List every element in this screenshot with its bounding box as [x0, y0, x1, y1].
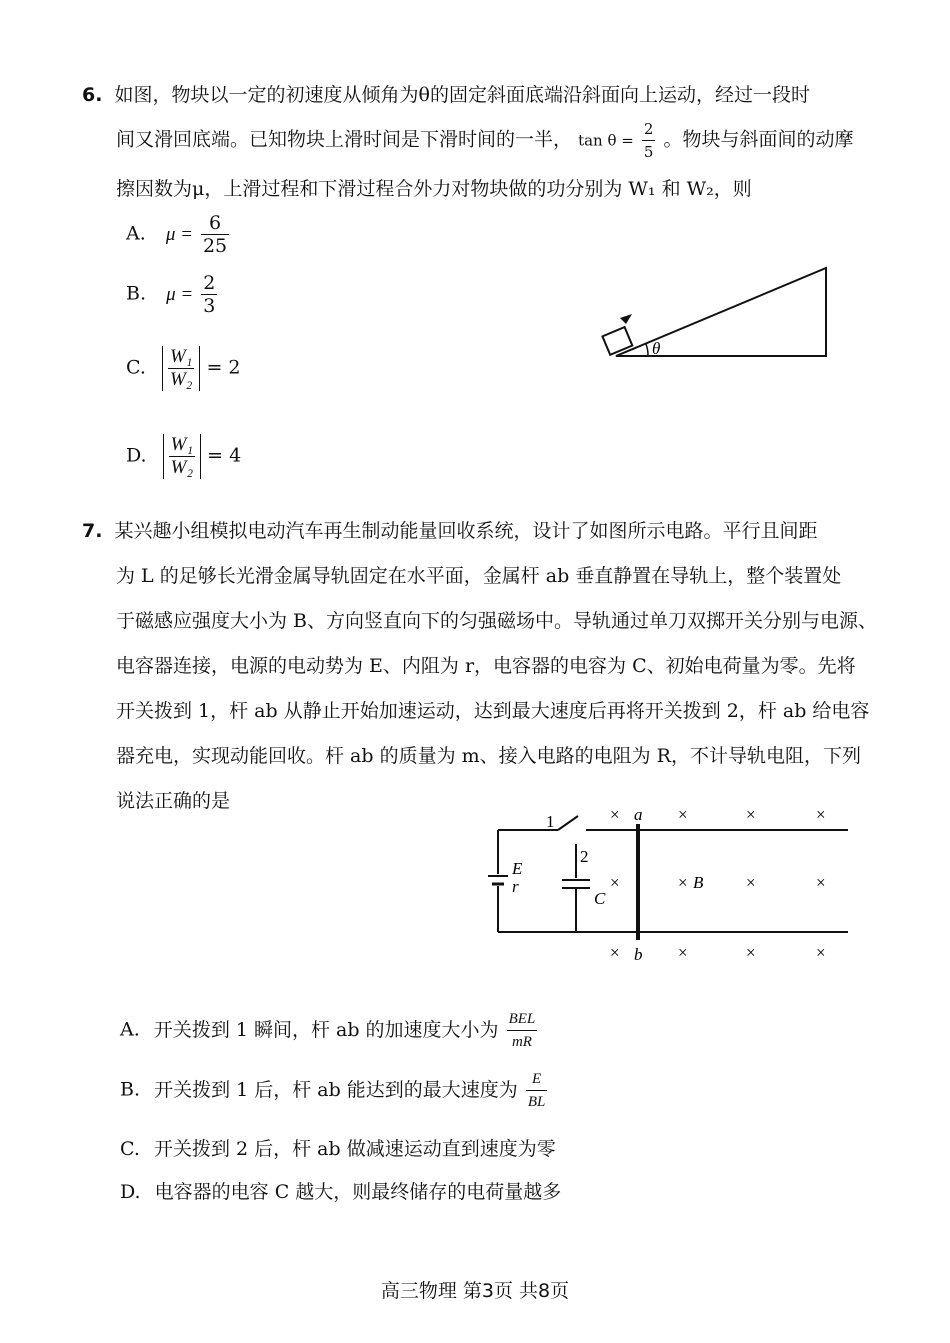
option-label: A.	[120, 1018, 140, 1041]
field-cross-icon: ×	[610, 873, 620, 892]
incline-triangle	[616, 268, 826, 356]
switch-terminal-1: 1	[546, 812, 555, 831]
field-cross-icon: ×	[678, 873, 688, 892]
field-cross-icon: ×	[816, 943, 826, 962]
option-label: B.	[126, 282, 147, 305]
switch-blade	[558, 816, 578, 830]
q7-line6	[116, 741, 861, 768]
q7-text-line: 于磁感应强度大小为 B、方向竖直向下的匀强磁场中。导轨通过单刀双掷开关分别与电源、	[116, 610, 878, 632]
q7-option-a	[120, 1008, 539, 1053]
abs-value	[162, 346, 200, 391]
rod-label-a: a	[634, 805, 643, 824]
option-text: 开关拨到 1 后，杆 ab 能达到的最大速度为	[154, 1078, 518, 1101]
q7-line5	[116, 696, 869, 723]
q7-text-line: 电容器连接，电源的电动势为 E、内阻为 r，电容器的电容为 C、初始电荷量为零。先将	[116, 655, 856, 677]
q7-line1	[82, 516, 818, 543]
fraction-num: 6	[201, 212, 229, 235]
q6-option-b	[126, 272, 219, 317]
q7-text-line: 说法正确的是	[116, 790, 231, 812]
option-fraction	[507, 1008, 538, 1053]
option-fraction	[201, 272, 217, 317]
option-label: A.	[126, 222, 146, 245]
q6-tan-num: 2	[642, 118, 656, 141]
field-cross-icon: ×	[746, 873, 756, 892]
abs-value	[163, 434, 201, 479]
page-footer: 高三物理 第3页 共8页	[380, 1280, 570, 1302]
angle-arc	[646, 344, 648, 356]
q7-text-line: 器充电，实现动能回收。杆 ab 的质量为 m、接入电路的电阻为 R，不计导轨电阻，下列	[116, 745, 861, 767]
option-label: D.	[126, 444, 147, 467]
q6-option-a	[126, 212, 231, 257]
q7-option-d	[120, 1177, 561, 1204]
q7-line2	[116, 561, 841, 588]
q7-number: 7.	[82, 520, 103, 542]
field-cross-icon: ×	[816, 873, 826, 892]
field-cross-icon: ×	[746, 805, 756, 824]
q6-text-line1: 如图，物块以一定的初速度从倾角为θ的固定斜面底端沿斜面向上运动，经过一段时	[114, 84, 810, 106]
fraction-num: E	[526, 1068, 548, 1091]
option-label: B.	[120, 1078, 141, 1101]
fraction-den: 3	[203, 295, 216, 317]
q6-option-d	[126, 434, 241, 479]
field-cross-icon: ×	[678, 805, 688, 824]
field-label: B	[693, 873, 704, 892]
option-fraction	[169, 434, 195, 479]
q6-tan-expr: tan θ =	[578, 131, 634, 150]
option-label: D.	[120, 1181, 141, 1203]
option-text: 开关拨到 2 后，杆 ab 做减速运动直到速度为零	[153, 1138, 556, 1160]
q6-text-line2a: 间又滑回底端。已知物块上滑时间是下滑时间的一半，	[116, 128, 573, 151]
q7-text-line: 开关拨到 1，杆 ab 从静止开始加速运动，达到最大速度后再将开关拨到 2，杆 ab 给电容	[116, 700, 870, 722]
q6-line2	[116, 118, 854, 163]
fraction-den: BL	[527, 1094, 546, 1110]
option-label: C.	[126, 356, 146, 379]
fraction-den: W₂	[170, 457, 194, 478]
q7-text-line: 某兴趣小组模拟电动汽车再生制动能量回收系统，设计了如图所示电路。平行且间距	[114, 520, 818, 542]
field-cross-icon: ×	[610, 805, 620, 824]
q6-number: 6.	[82, 84, 103, 106]
field-cross-icon: ×	[678, 943, 688, 962]
angle-label: θ	[652, 339, 661, 358]
option-text: 开关拨到 1 瞬间，杆 ab 的加速度大小为	[153, 1018, 499, 1041]
q6-text-line2b: 。物块与斜面间的动摩	[663, 128, 854, 151]
q6-option-c	[126, 346, 241, 391]
fraction-num: W₁	[170, 434, 194, 455]
q7-line7	[116, 786, 230, 813]
option-rhs: = 4	[207, 444, 242, 467]
rod-label-b: b	[634, 945, 643, 964]
fraction-num: W₁	[169, 346, 193, 367]
fraction-den: 25	[202, 235, 228, 257]
option-lhs: μ =	[165, 223, 193, 245]
q7-text-line: 为 L 的足够长光滑金属导轨固定在水平面，金属杆 ab 垂直静置在导轨上，整个装置处	[116, 565, 842, 587]
fraction-num: BEL	[507, 1008, 538, 1031]
emf-label: E	[512, 859, 523, 878]
q7-option-c	[120, 1134, 556, 1161]
resistance-label: r	[512, 877, 519, 896]
option-text: 电容器的电容 C 越大，则最终储存的电荷量越多	[154, 1181, 562, 1203]
fraction-den: mR	[511, 1034, 532, 1050]
option-rhs: = 2	[206, 356, 241, 379]
q6-line3	[116, 174, 752, 201]
capacitor-label: C	[594, 889, 606, 908]
q6-text-line3: 擦因数为μ，上滑过程和下滑过程合外力对物块做的功分别为 W₁ 和 W₂，则	[116, 178, 752, 200]
q6-tan-den: 5	[643, 143, 654, 161]
q7-line4	[116, 651, 856, 678]
field-cross-icon: ×	[610, 943, 620, 962]
circuit-figure	[486, 800, 856, 970]
incline-figure	[596, 262, 836, 362]
option-lhs: μ =	[166, 283, 194, 305]
fraction-den: W₂	[169, 369, 193, 390]
field-cross-icon: ×	[746, 943, 756, 962]
velocity-arrow-icon	[620, 314, 632, 324]
q6-tan-fraction	[642, 118, 656, 163]
switch-terminal-2: 2	[580, 847, 589, 866]
q6-line1	[82, 80, 810, 107]
option-fraction	[168, 346, 194, 391]
field-cross-icon: ×	[816, 805, 826, 824]
q7-line3	[116, 606, 877, 633]
q7-option-b	[120, 1068, 549, 1113]
fraction-num: 2	[203, 272, 216, 294]
option-fraction	[526, 1068, 548, 1113]
option-label: C.	[120, 1138, 140, 1160]
option-fraction	[201, 212, 229, 257]
